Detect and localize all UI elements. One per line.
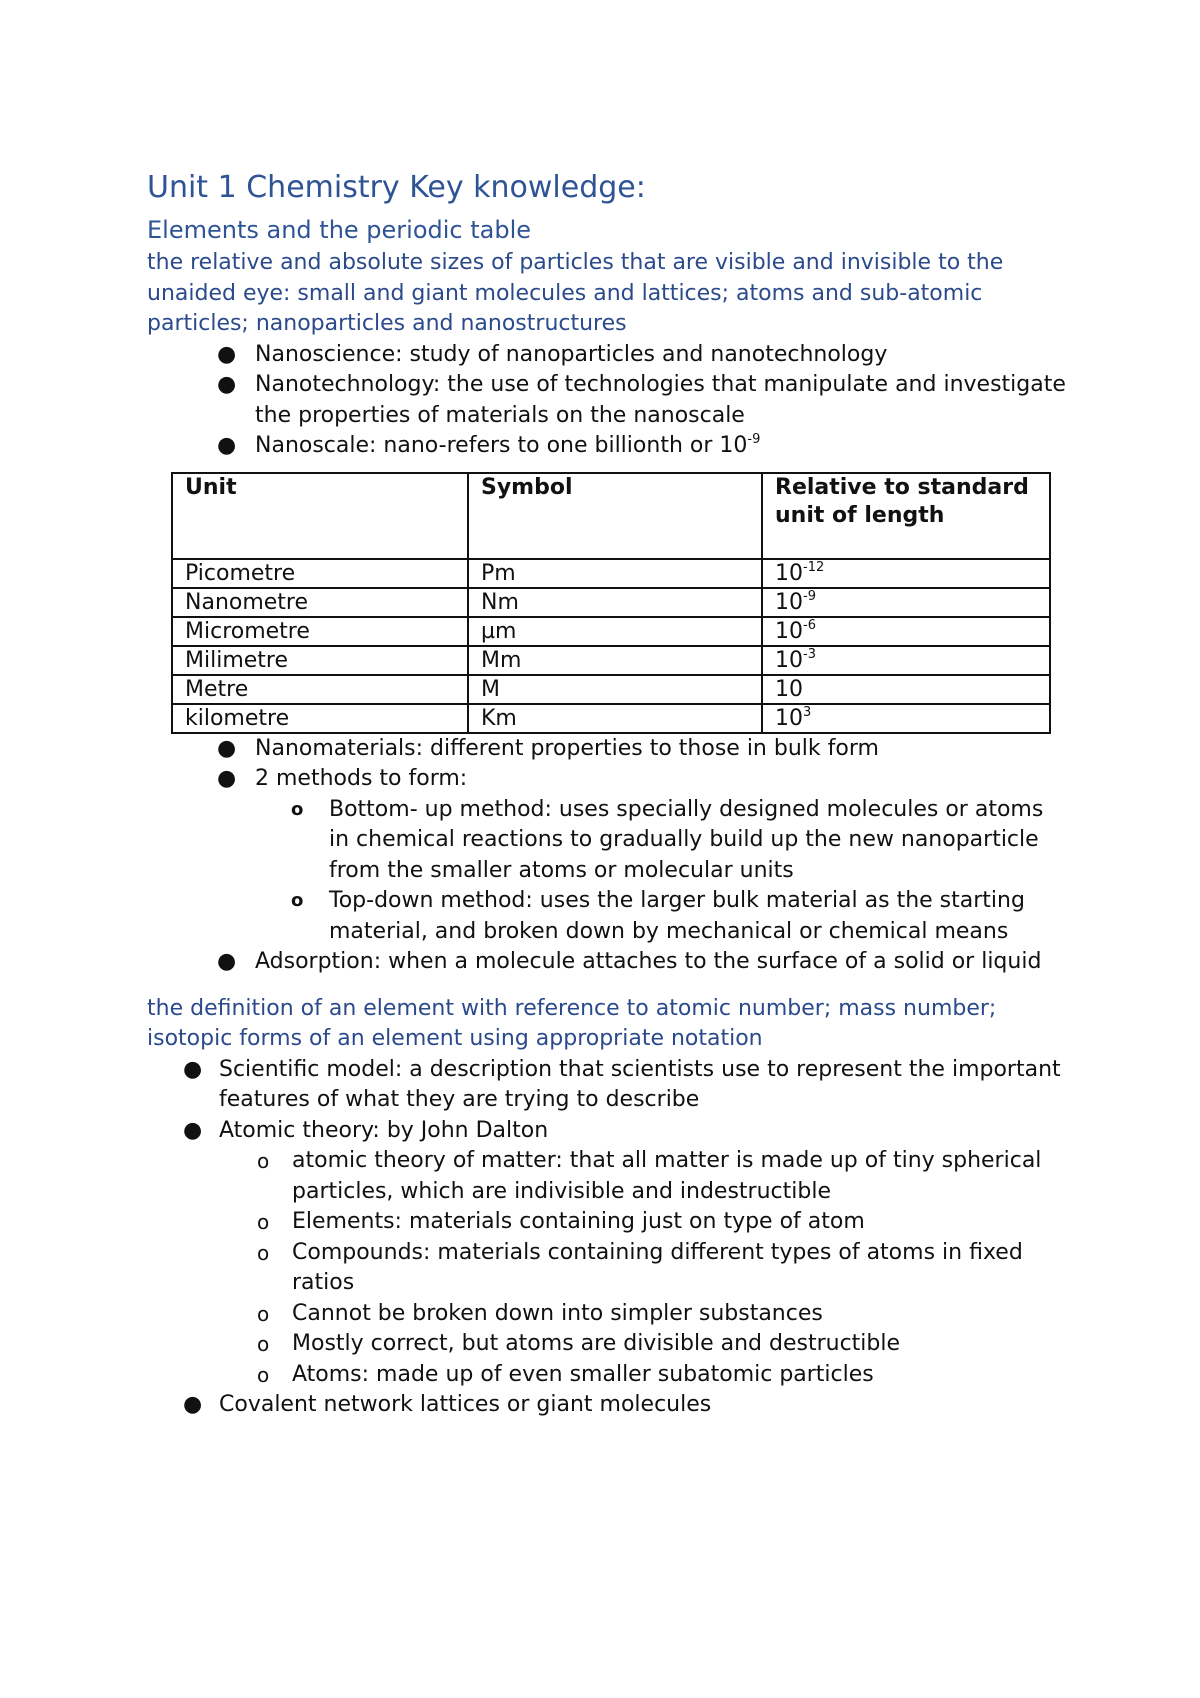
list-item-text: Cannot be broken down into simpler substances: [292, 1300, 823, 1326]
list-item: [147, 340, 1067, 371]
circle-bullet-icon: o: [257, 1332, 270, 1356]
topic-heading-sizes: the relative and absolute sizes of particles that are visible and invisible to the unaided eye: small and giant molecules and lattices; atoms and sub-atomic particles; nanoparticles and nanostructures: [147, 250, 1004, 336]
cell-unit: Nanometre: [172, 588, 468, 617]
sub-list-item: [147, 1299, 1067, 1330]
circle-bullet-icon: o: [257, 1301, 270, 1326]
list-item-text: Covalent network lattices or giant molecules: [219, 1392, 712, 1417]
list-item-text: Nanoscience: study of nanoparticles and nanotechnology: [255, 341, 888, 367]
list-item: [147, 764, 1067, 795]
list-item-text: atomic theory of matter: that all matter is made up of tiny spherical particles, which are indivisible and indestructible: [292, 1148, 1042, 1204]
list-item-text: Scientific model: a description that scientists use to represent the important features of what they are trying to describe: [219, 1056, 1061, 1112]
list-item-text: Mostly correct, but atoms are divisible and destructible: [292, 1331, 901, 1356]
list-item-text: Nanoscale: nano-refers to one billionth or 10: [255, 433, 748, 458]
list-item-text: Adsorption: when a molecule attaches to the surface of a solid or liquid: [255, 949, 1042, 974]
list-item-text: Top-down method: uses the larger bulk material as the starting material, and broken down by mechanical or chemical means: [329, 888, 1025, 944]
sub-list-item: [147, 1146, 1067, 1207]
list-item-text: Elements: materials containing just on type of atom: [292, 1209, 865, 1234]
table-row: [172, 675, 1050, 704]
cell-unit: kilometre: [172, 704, 468, 733]
cell-relative: [762, 675, 1050, 704]
cell-unit: Metre: [172, 675, 468, 704]
bullet-icon: ●: [183, 1392, 203, 1417]
circle-bullet-icon: o: [291, 890, 304, 911]
base: 10: [775, 705, 803, 731]
list-item-text: Bottom- up method: uses specially designed molecules or atoms in chemical reactions to gradually build up the new nanoparticle from the smaller atoms or molecular units: [329, 796, 1044, 883]
list-item-text: Nanotechnology: the use of technologies that manipulate and investigate the properties of materials on the nanoscale: [255, 372, 1066, 428]
list-item-text: Compounds: materials containing different types of atoms in fixed ratios: [292, 1239, 1023, 1295]
header-symbol: Symbol: [468, 473, 762, 559]
cell-relative: [762, 617, 1050, 646]
units-table: [171, 472, 1051, 734]
sub-list-item: [147, 1360, 1067, 1391]
list-item-text: Atoms: made up of even smaller subatomic particles: [292, 1361, 874, 1387]
list-item: [147, 1055, 1067, 1116]
document-page: [147, 166, 1067, 1421]
cell-unit: Milimetre: [172, 646, 468, 675]
cell-symbol: M: [468, 675, 762, 704]
list-item: [147, 947, 1067, 978]
list-item: [147, 1390, 1067, 1421]
cell-relative: [762, 588, 1050, 617]
circle-bullet-icon: o: [257, 1210, 270, 1234]
bullet-icon: ●: [217, 372, 237, 397]
cell-symbol: Km: [468, 704, 762, 733]
exponent: -9: [747, 432, 761, 447]
table-row: [172, 617, 1050, 646]
exponent: -9: [803, 588, 816, 604]
list-item-text: Atomic theory: by John Dalton: [219, 1117, 549, 1143]
base: 10: [775, 647, 803, 673]
header-unit: Unit: [172, 473, 468, 559]
topic1-more-list: [147, 734, 1067, 978]
list-item-text: 2 methods to form:: [255, 766, 468, 791]
sub-list-item: [147, 1329, 1067, 1360]
base: 10: [775, 560, 803, 586]
base: 10: [775, 676, 803, 702]
base: 10: [775, 589, 803, 615]
sub-list-item: [147, 1238, 1067, 1299]
exponent: -6: [803, 617, 816, 633]
cell-unit: Micrometre: [172, 617, 468, 646]
section-heading: Elements and the periodic table: [147, 216, 532, 244]
table-row: [172, 588, 1050, 617]
sub-list-item: [147, 1207, 1067, 1238]
list-item: [147, 370, 1067, 431]
bullet-icon: ●: [217, 433, 237, 458]
bullet-icon: ●: [217, 735, 237, 761]
bullet-icon: ●: [183, 1056, 203, 1082]
cell-symbol: Pm: [468, 559, 762, 588]
table-row: [172, 646, 1050, 675]
exponent: 3: [803, 704, 812, 720]
cell-symbol: Mm: [468, 646, 762, 675]
exponent: -3: [803, 646, 816, 662]
table-row: [172, 704, 1050, 733]
circle-bullet-icon: o: [257, 1240, 270, 1265]
base: 10: [775, 618, 803, 644]
header-relative: Relative to standard unit of length: [762, 473, 1050, 559]
circle-bullet-icon: o: [291, 798, 304, 820]
topic1-list: [147, 340, 1067, 462]
exponent: -12: [803, 559, 825, 575]
cell-relative: [762, 559, 1050, 588]
cell-unit: Picometre: [172, 559, 468, 588]
table-row: [172, 559, 1050, 588]
cell-symbol: µm: [468, 617, 762, 646]
list-item-text: Nanomaterials: different properties to those in bulk form: [255, 735, 879, 761]
list-item: [147, 734, 1067, 765]
cell-relative: [762, 646, 1050, 675]
cell-relative: [762, 704, 1050, 733]
bullet-icon: ●: [217, 341, 237, 367]
cell-symbol: Nm: [468, 588, 762, 617]
list-item: [147, 431, 1067, 462]
sub-list-item: [147, 886, 1067, 947]
page-title: Unit 1 Chemistry Key knowledge:: [147, 170, 646, 205]
list-item: [147, 1116, 1067, 1147]
bullet-icon: ●: [183, 1117, 203, 1143]
topic-heading-element: the definition of an element with reference to atomic number; mass number; isotopic forms of an element using appropriate notation: [147, 995, 997, 1051]
topic2-list: [147, 1055, 1067, 1421]
sub-list-item: [147, 795, 1067, 887]
circle-bullet-icon: o: [257, 1149, 270, 1173]
bullet-icon: ●: [217, 766, 237, 791]
circle-bullet-icon: o: [257, 1362, 270, 1387]
table-header-row: [172, 473, 1050, 559]
bullet-icon: ●: [217, 949, 237, 974]
